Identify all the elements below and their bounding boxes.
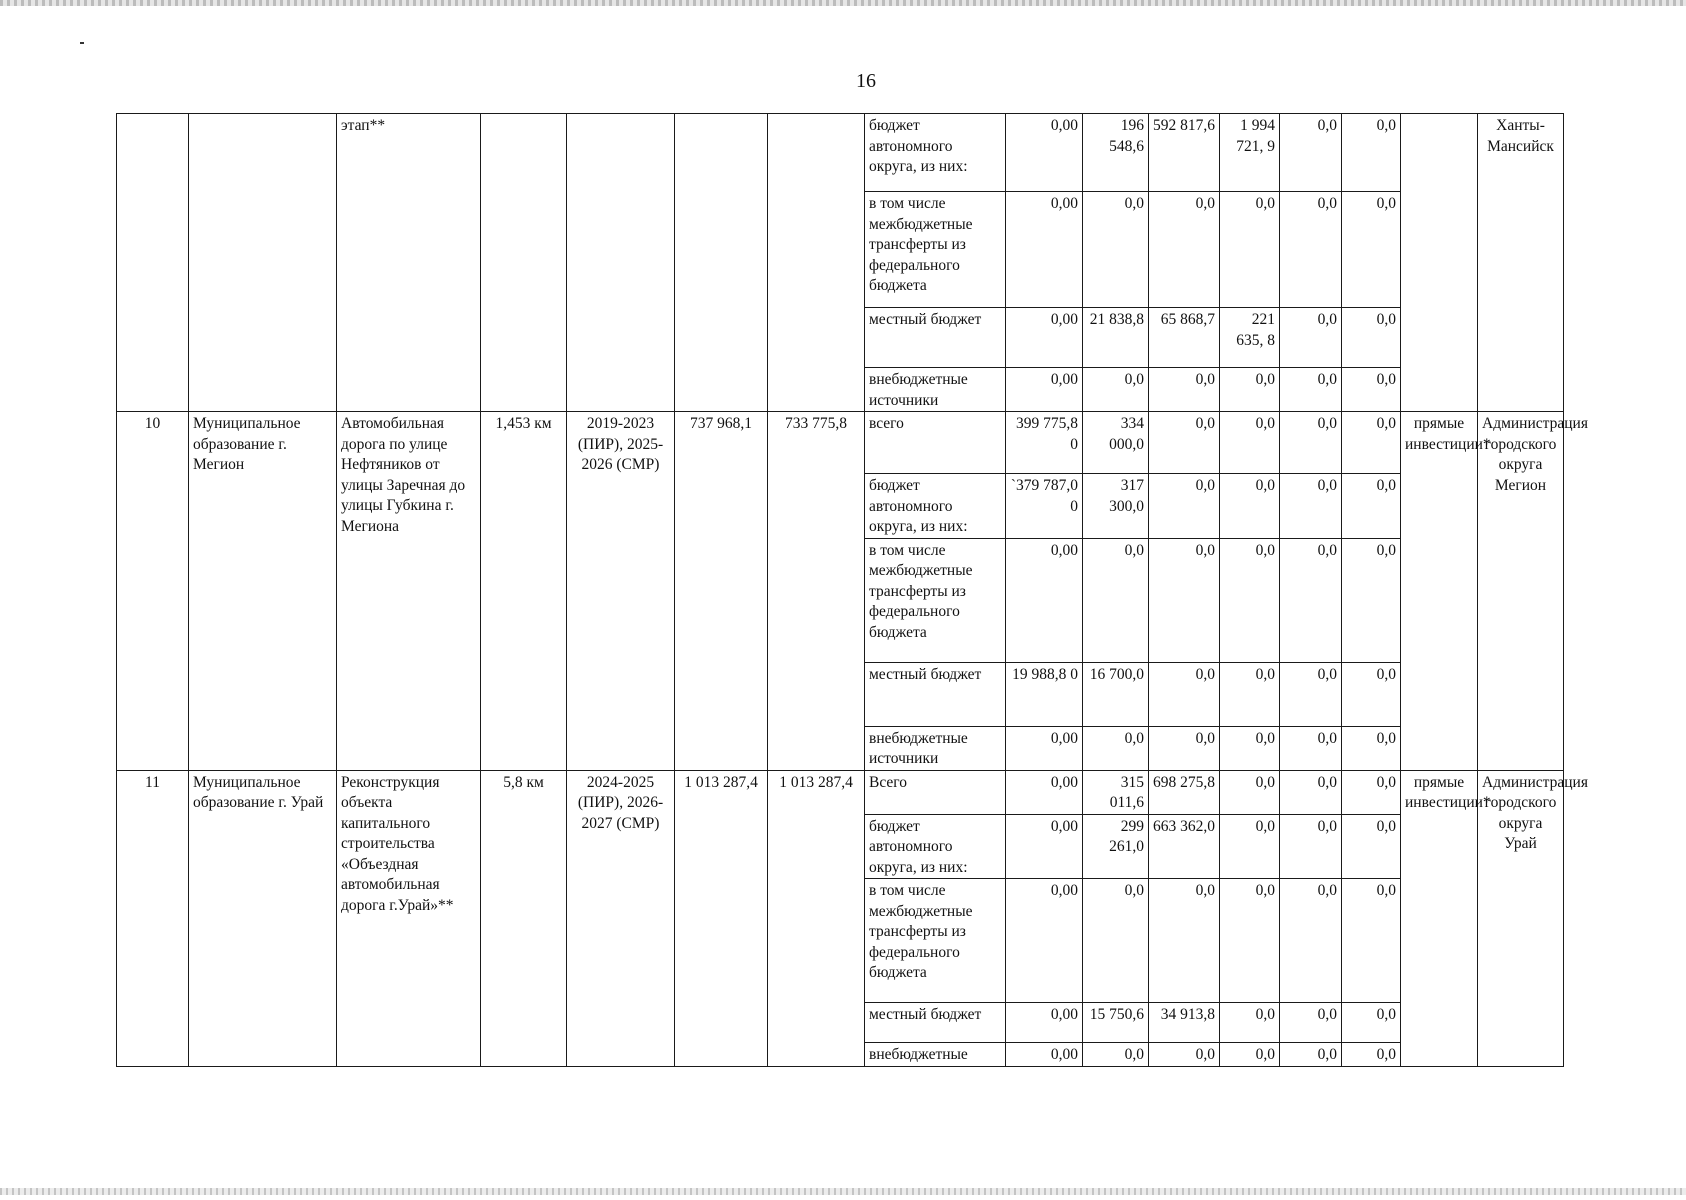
cell-value: 0,00 bbox=[1006, 538, 1083, 662]
scan-speck bbox=[80, 42, 84, 44]
cell-value: 0,0 bbox=[1342, 474, 1401, 539]
cell-value: 0,0 bbox=[1280, 662, 1342, 726]
cell-source: бюджет автономного округа, из них: bbox=[865, 474, 1006, 539]
cell-value: 334 000,0 bbox=[1083, 412, 1149, 474]
cell-value: 0,0 bbox=[1083, 726, 1149, 770]
cell-value: 0,0 bbox=[1342, 1043, 1401, 1067]
cell-value: 0,0 bbox=[1342, 1003, 1401, 1043]
cell-source: в том числе межбюджетные трансферты из федерального бюджета bbox=[865, 879, 1006, 1003]
cell-value: 0,0 bbox=[1149, 368, 1220, 412]
cell-value: 0,0 bbox=[1342, 662, 1401, 726]
cell-value: 0,00 bbox=[1006, 879, 1083, 1003]
cell-value: 0,0 bbox=[1280, 368, 1342, 412]
cell-value: 34 913,8 bbox=[1149, 1003, 1220, 1043]
cell-executor: Администрация городского округа Мегион bbox=[1478, 412, 1564, 771]
cell-value: 592 817,6 bbox=[1149, 114, 1220, 192]
cell-remaining: 1 013 287,4 bbox=[768, 770, 865, 1066]
cell-value: 0,00 bbox=[1006, 114, 1083, 192]
cell-value: 1 994 721, 9 bbox=[1220, 114, 1280, 192]
cell-value: 221 635, 8 bbox=[1220, 308, 1280, 368]
cell-value: 0,00 bbox=[1006, 770, 1083, 814]
cell-value: 0,0 bbox=[1342, 770, 1401, 814]
cell-source: внебюджетные источники bbox=[865, 368, 1006, 412]
scan-edge-bottom bbox=[0, 1188, 1686, 1195]
cell-value: 0,0 bbox=[1342, 308, 1401, 368]
cell-value: 0,00 bbox=[1006, 1003, 1083, 1043]
cell-municipality: Муниципальное образование г. Урай bbox=[189, 770, 337, 1066]
scan-edge-top bbox=[0, 0, 1686, 6]
cell-capacity: 1,453 км bbox=[481, 412, 567, 771]
cell-value: 0,00 bbox=[1006, 1043, 1083, 1067]
cell-value: 0,0 bbox=[1220, 879, 1280, 1003]
cell-source: местный бюджет bbox=[865, 662, 1006, 726]
cell-value: 21 838,8 bbox=[1083, 308, 1149, 368]
cell-value: 0,0 bbox=[1149, 1043, 1220, 1067]
cell-source: всего bbox=[865, 412, 1006, 474]
cell-value: 0,0 bbox=[1083, 538, 1149, 662]
cell-value: 698 275,8 bbox=[1149, 770, 1220, 814]
cell-value: 0,00 bbox=[1006, 814, 1083, 879]
cell-value: 0,0 bbox=[1342, 879, 1401, 1003]
cell-value: 0,0 bbox=[1342, 412, 1401, 474]
cell-value: 0,0 bbox=[1220, 412, 1280, 474]
cell-executor: Ханты-Мансийск bbox=[1478, 114, 1564, 412]
cell-object: Автомобильная дорога по улице Нефтяников от улицы Заречная до улицы Губкина г. Мегиона bbox=[337, 412, 481, 771]
cell-value: 299 261,0 bbox=[1083, 814, 1149, 879]
cell-value: 0,0 bbox=[1342, 726, 1401, 770]
cell-num bbox=[117, 114, 189, 412]
cell-value: 0,0 bbox=[1342, 538, 1401, 662]
table-row bbox=[117, 770, 1564, 814]
cell-period: 2019-2023 (ПИР), 2025-2026 (СМР) bbox=[567, 412, 675, 771]
cell-mechanism: прямые инвестиции* bbox=[1401, 412, 1478, 771]
cell-source: Всего bbox=[865, 770, 1006, 814]
cell-mechanism: прямые инвестиции* bbox=[1401, 770, 1478, 1066]
cell-value: 0,0 bbox=[1280, 814, 1342, 879]
cell-value: 315 011,6 bbox=[1083, 770, 1149, 814]
cell-value: 0,0 bbox=[1342, 192, 1401, 308]
cell-source: бюджет автономного округа, из них: bbox=[865, 814, 1006, 879]
cell-value: 0,0 bbox=[1280, 1003, 1342, 1043]
cell-value: 0,0 bbox=[1280, 1043, 1342, 1067]
cell-mechanism bbox=[1401, 114, 1478, 412]
cell-capacity bbox=[481, 114, 567, 412]
cell-value: 0,0 bbox=[1220, 192, 1280, 308]
cell-value: 0,0 bbox=[1342, 814, 1401, 879]
cell-cost bbox=[675, 114, 768, 412]
cell-value: 0,0 bbox=[1083, 368, 1149, 412]
cell-value: 0,0 bbox=[1220, 474, 1280, 539]
cell-value: 0,0 bbox=[1220, 814, 1280, 879]
cell-cost: 737 968,1 bbox=[675, 412, 768, 771]
cell-object: Реконструкция объекта капитального строительства «Объездная автомобильная дорога г.Урай»** bbox=[337, 770, 481, 1066]
cell-source: бюджет автономного округа, из них: bbox=[865, 114, 1006, 192]
cell-value: 0,00 bbox=[1006, 308, 1083, 368]
cell-remaining: 733 775,8 bbox=[768, 412, 865, 771]
cell-period bbox=[567, 114, 675, 412]
cell-value: `379 787,0 0 bbox=[1006, 474, 1083, 539]
cell-value: 65 868,7 bbox=[1149, 308, 1220, 368]
cell-source: местный бюджет bbox=[865, 308, 1006, 368]
cell-value: 663 362,0 bbox=[1149, 814, 1220, 879]
cell-source: внебюджетные bbox=[865, 1043, 1006, 1067]
cell-value: 0,0 bbox=[1083, 192, 1149, 308]
cell-value: 0,0 bbox=[1280, 114, 1342, 192]
cell-value: 0,0 bbox=[1280, 308, 1342, 368]
cell-period: 2024-2025 (ПИР), 2026-2027 (СМР) bbox=[567, 770, 675, 1066]
cell-object: этап** bbox=[337, 114, 481, 412]
cell-value: 0,0 bbox=[1149, 474, 1220, 539]
cell-value: 196 548,6 bbox=[1083, 114, 1149, 192]
cell-value: 0,0 bbox=[1280, 770, 1342, 814]
cell-value: 0,0 bbox=[1083, 879, 1149, 1003]
cell-source: в том числе межбюджетные трансферты из федерального бюджета bbox=[865, 192, 1006, 308]
cell-value: 0,0 bbox=[1220, 662, 1280, 726]
cell-value: 0,0 bbox=[1280, 192, 1342, 308]
cell-remaining bbox=[768, 114, 865, 412]
table-row bbox=[117, 114, 1564, 192]
cell-num: 10 bbox=[117, 412, 189, 771]
investment-table bbox=[116, 113, 1588, 1067]
cell-value: 0,0 bbox=[1149, 662, 1220, 726]
table-row bbox=[117, 412, 1564, 474]
cell-value: 399 775,8 0 bbox=[1006, 412, 1083, 474]
cell-value: 0,00 bbox=[1006, 368, 1083, 412]
cell-value: 0,0 bbox=[1083, 1043, 1149, 1067]
cell-value: 0,0 bbox=[1149, 192, 1220, 308]
cell-value: 0,0 bbox=[1220, 726, 1280, 770]
cell-value: 0,0 bbox=[1280, 538, 1342, 662]
cell-cost: 1 013 287,4 bbox=[675, 770, 768, 1066]
cell-value: 0,0 bbox=[1220, 368, 1280, 412]
cell-value: 0,0 bbox=[1149, 879, 1220, 1003]
cell-value: 0,0 bbox=[1280, 879, 1342, 1003]
cell-value: 0,0 bbox=[1220, 1043, 1280, 1067]
cell-value: 0,0 bbox=[1342, 114, 1401, 192]
cell-value: 0,0 bbox=[1220, 1003, 1280, 1043]
cell-value: 0,0 bbox=[1342, 368, 1401, 412]
cell-value: 0,0 bbox=[1149, 412, 1220, 474]
cell-value: 15 750,6 bbox=[1083, 1003, 1149, 1043]
cell-value: 0,0 bbox=[1149, 538, 1220, 662]
page-number: 16 bbox=[856, 70, 876, 92]
cell-source: внебюджетные источники bbox=[865, 726, 1006, 770]
cell-value: 0,0 bbox=[1280, 412, 1342, 474]
cell-num: 11 bbox=[117, 770, 189, 1066]
cell-executor: Администрация городского округа Урай bbox=[1478, 770, 1564, 1066]
cell-value: 0,0 bbox=[1220, 770, 1280, 814]
cell-capacity: 5,8 км bbox=[481, 770, 567, 1066]
cell-municipality bbox=[189, 114, 337, 412]
cell-value: 0,0 bbox=[1220, 538, 1280, 662]
cell-value: 0,0 bbox=[1149, 726, 1220, 770]
cell-source: в том числе межбюджетные трансферты из федерального бюджета bbox=[865, 538, 1006, 662]
cell-value: 317 300,0 bbox=[1083, 474, 1149, 539]
cell-value: 0,0 bbox=[1280, 726, 1342, 770]
cell-value: 0,00 bbox=[1006, 192, 1083, 308]
cell-value: 0,0 bbox=[1280, 474, 1342, 539]
cell-value: 19 988,8 0 bbox=[1006, 662, 1083, 726]
cell-value: 16 700,0 bbox=[1083, 662, 1149, 726]
table-body bbox=[117, 114, 1588, 1067]
cell-source: местный бюджет bbox=[865, 1003, 1006, 1043]
cell-municipality: Муниципальное образование г. Мегион bbox=[189, 412, 337, 771]
cell-value: 0,00 bbox=[1006, 726, 1083, 770]
